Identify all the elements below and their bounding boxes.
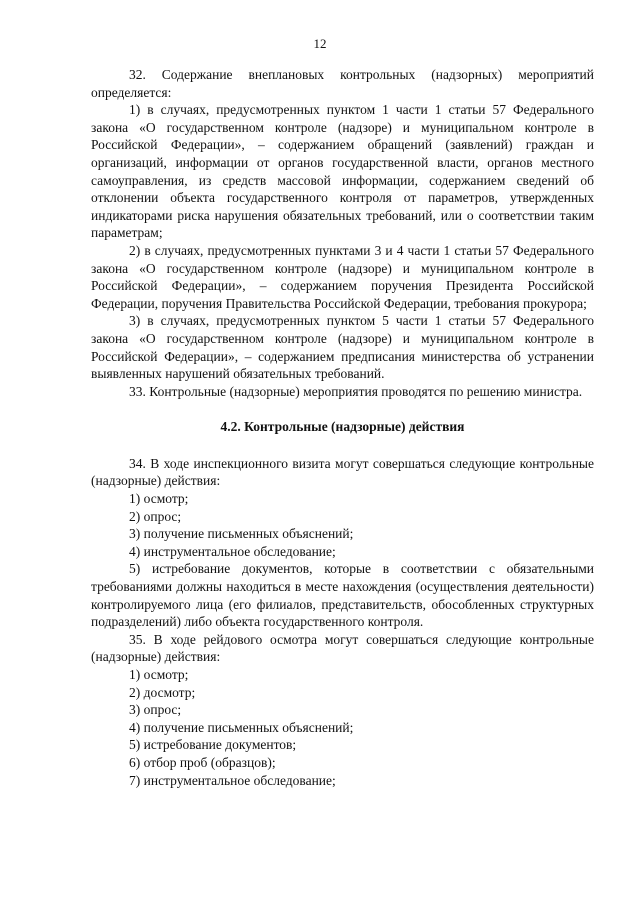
section-35-intro: 35. В ходе рейдового осмотра могут совершаться следующие контрольные (надзорные) действия: bbox=[91, 631, 594, 665]
section-35-item-1: 1) осмотр; bbox=[129, 667, 189, 682]
section-35-item-7: 7) инструментальное обследование; bbox=[129, 772, 336, 788]
section-33: 33. Контрольные (надзорные) мероприятия проводятся по решению министра. bbox=[129, 383, 583, 399]
section-32-intro: 32. Содержание внеплановых контрольных (надзорных) мероприятий определяется: bbox=[91, 67, 594, 100]
section-34-item-1: 1) осмотр; bbox=[129, 491, 189, 507]
section-32-item-3: 3) в случаях, предусмотренных пунктом 5 части 1 статьи 57 Федерального закона «О государственном контроле (надзоре) и муниципальном контроле в Российской Федерации», – содержанием предписания министерства об устранении выявленных нарушений обязательных требований. bbox=[91, 313, 594, 382]
section-32-item-2: 2) в случаях, предусмотренных пунктами 3 и 4 части 1 статьи 57 Федерального закона «О государственном контроле (надзоре) и муниципальном контроле в Российской Федерации», – содержанием поручения Президента Российской Федерации, поручения Правительства Российской Федерации, требования прокурора; bbox=[91, 242, 594, 311]
section-34-intro: 34. В ходе инспекционного визита могут совершаться следующие контрольные (надзорные) действия: bbox=[91, 455, 594, 489]
document-body bbox=[91, 66, 594, 789]
page-number: 12 bbox=[313, 36, 327, 51]
section-35-item-6: 6) отбор проб (образцов); bbox=[129, 754, 276, 770]
section-34-item-2: 2) опрос; bbox=[129, 508, 182, 524]
section-34-item-3: 3) получение письменных объяснений; bbox=[129, 526, 354, 542]
section-32-item-1: 1) в случаях, предусмотренных пунктом 1 части 1 статьи 57 Федерального закона «О государственном контроле (надзоре) и муниципальном контроле в Российской Федерации», – содержанием обращений (заявлений) граждан и организаций, информации от органов государственной власти, органов местного самоуправления, из средств массовой информации, содержанием сведений об отклонении объекта государственного контроля от параметров, утвержденных индикаторами риска нарушения обязательных требований, или о соответствии таким параметрам; bbox=[91, 102, 594, 241]
section-34-item-5: 5) истребование документов, которые в соответствии с обязательными требованиями должны находиться в месте нахождения (осуществления деятельности) контролируемого лица (его филиалов, представительств, обособленных структурных подразделений) либо объекта государственного контроля. bbox=[91, 561, 594, 630]
section-35-item-5: 5) истребование документов; bbox=[129, 737, 297, 753]
section-34-item-4: 4) инструментальное обследование; bbox=[129, 543, 336, 559]
section-35-item-2: 2) досмотр; bbox=[129, 684, 196, 700]
section-35-item-3: 3) опрос; bbox=[129, 702, 182, 718]
section-35-item-4: 4) получение письменных объяснений; bbox=[129, 719, 354, 735]
section-heading: 4.2. Контрольные (надзорные) действия bbox=[220, 419, 465, 435]
